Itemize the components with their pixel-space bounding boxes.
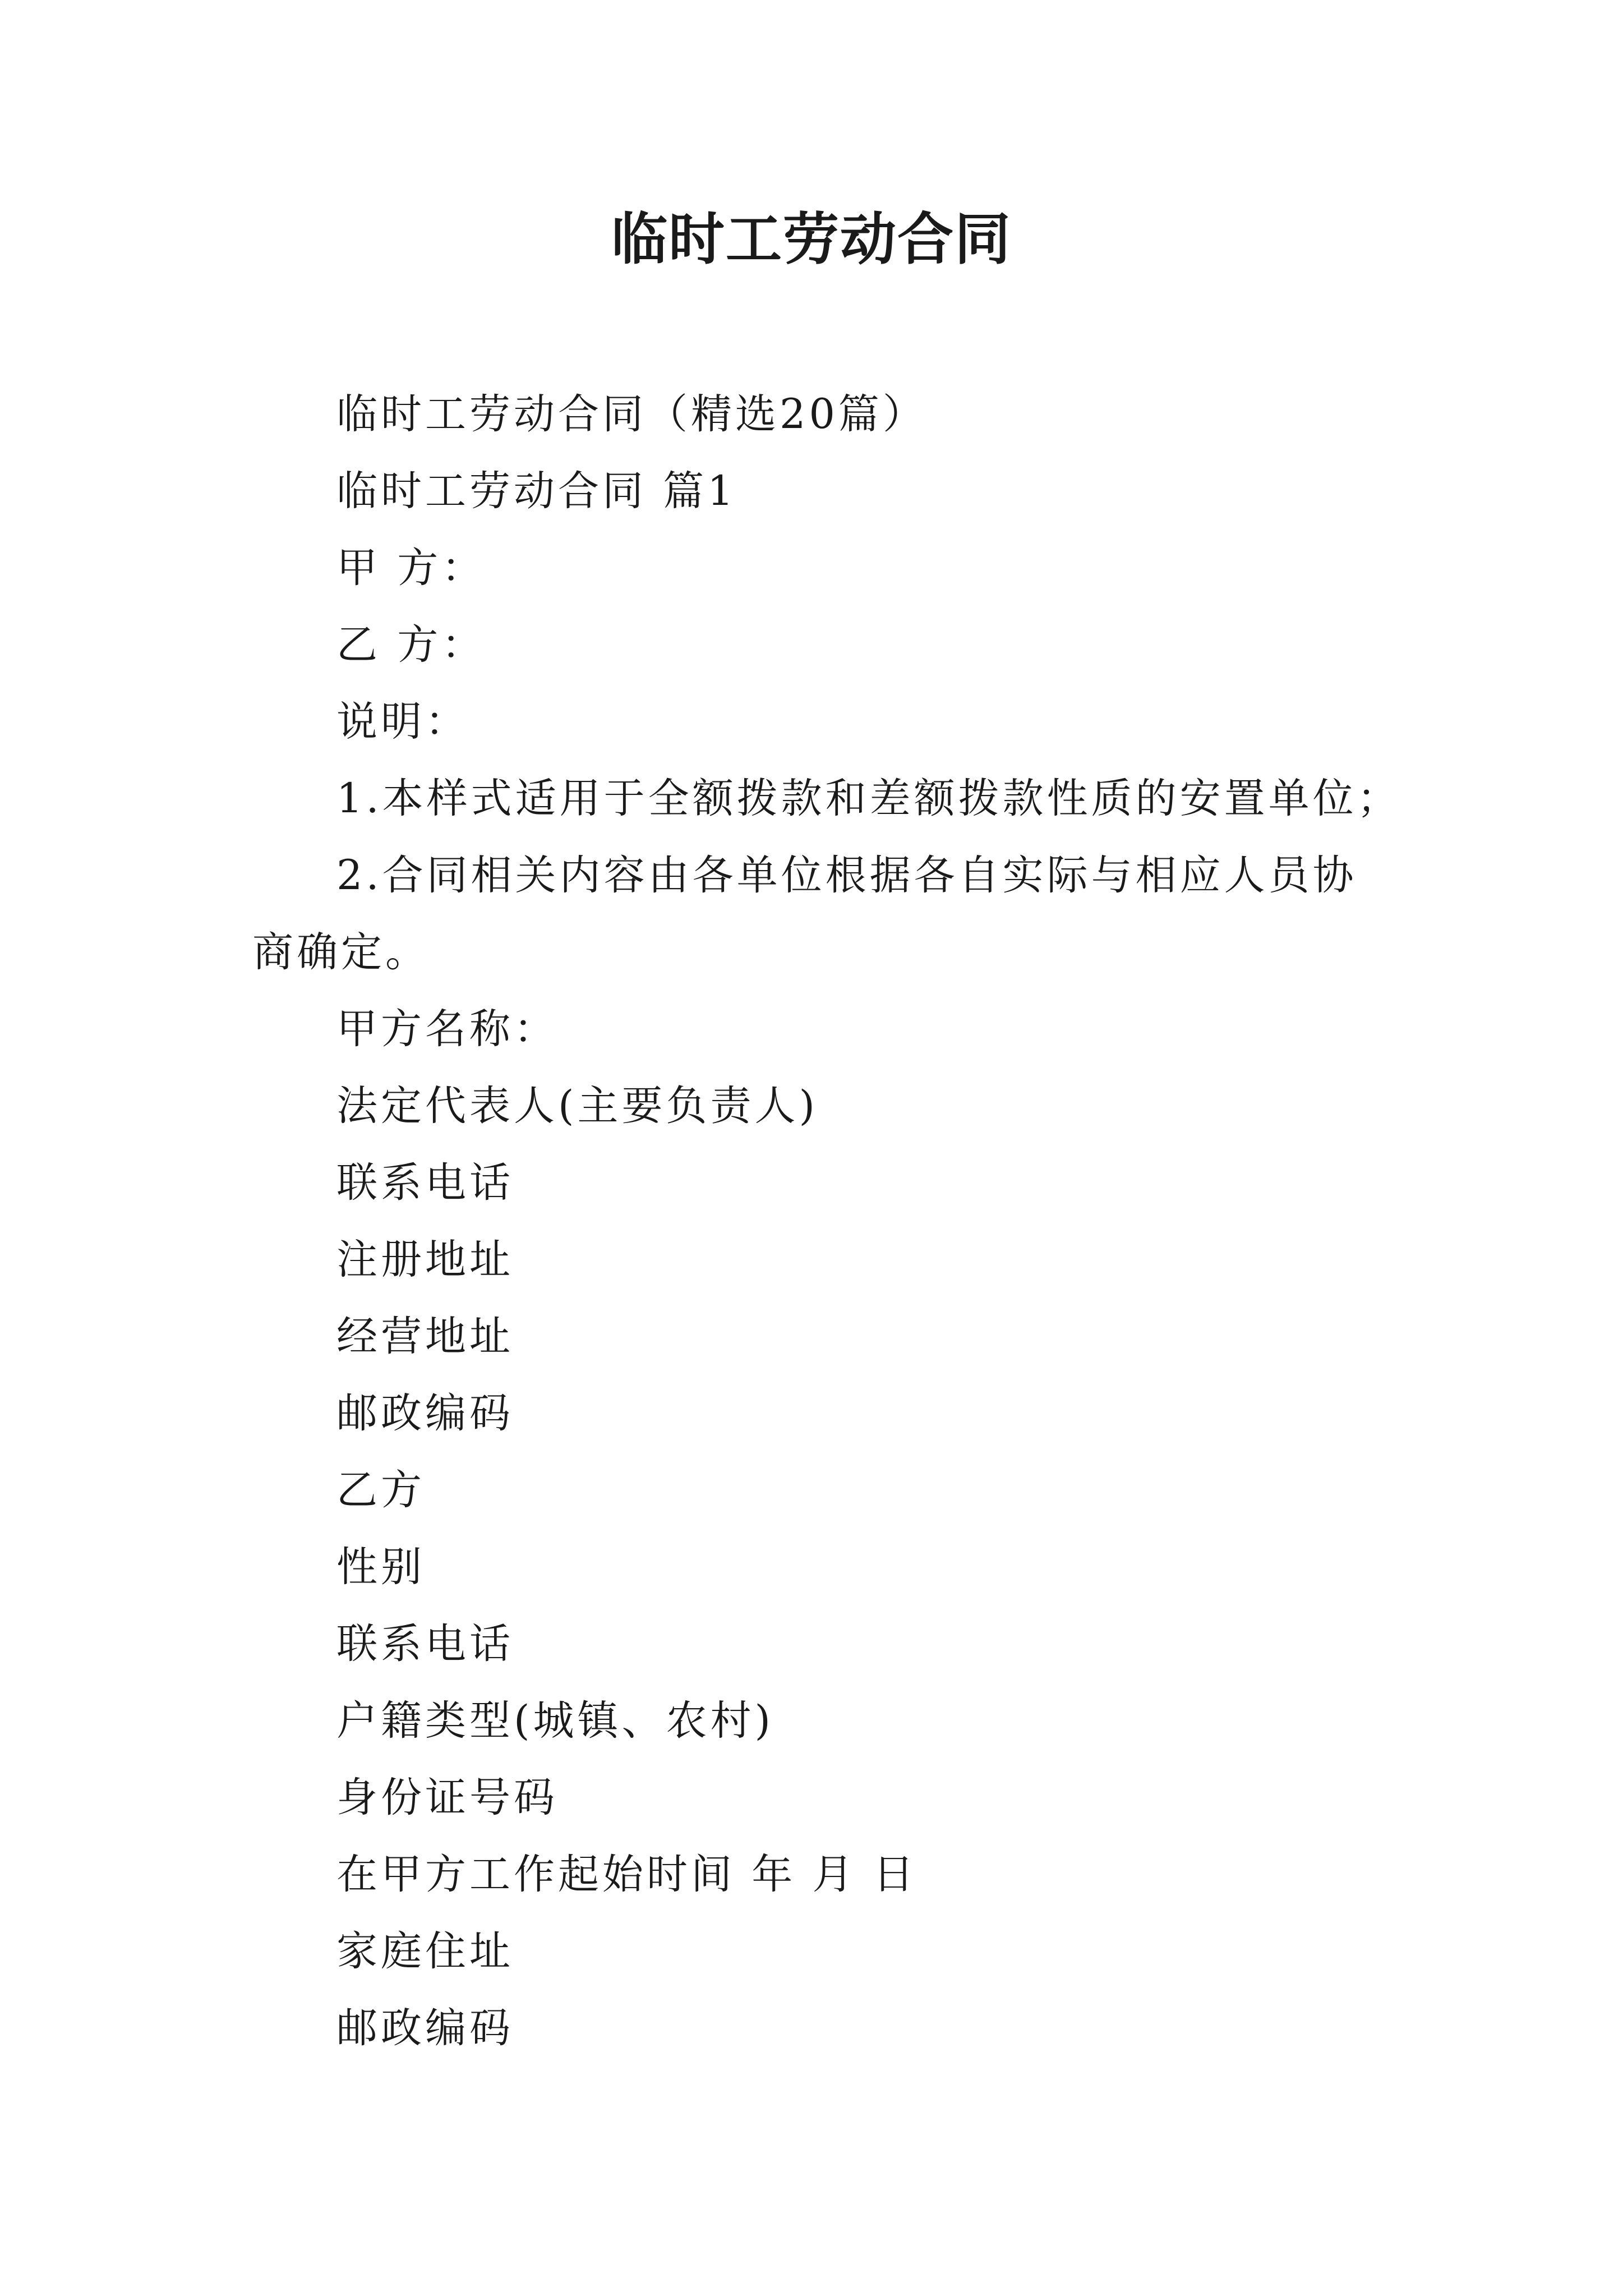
party-a-name-field: 甲方名称： [336,1005,558,1053]
document-title: 临时工劳动合同 [611,206,1012,272]
subtitle-line: 临时工劳动合同（精选20篇） [336,390,927,438]
id-number-field: 身份证号码 [336,1774,558,1821]
household-type-field: 户籍类型(城镇、农村) [336,1697,774,1745]
party-b-phone-field: 联系电话 [336,1620,514,1668]
legal-representative-field: 法定代表人(主要负责人) [336,1082,818,1130]
start-date-field: 在甲方工作起始时间 年 月 日 [336,1851,917,1898]
party-b-postcode-field: 邮政编码 [336,2004,514,2052]
section-heading: 临时工劳动合同 篇1 [336,467,737,515]
party-a-line: 甲 方： [336,544,486,592]
party-b-line: 乙 方： [336,621,486,669]
home-address-field: 家庭住址 [336,1927,514,1975]
document-body [252,376,1401,2067]
registered-address-field: 注册地址 [336,1236,514,1283]
note-item-1: 1.本样式适用于全额拨款和差额拨款性质的安置单位； [336,775,1401,822]
note-item-2: 2.合同相关内容由各单位根据各自实际与相应人员协 [336,852,1357,899]
note-item-2-continued: 商确定。 [252,928,430,976]
business-address-field: 经营地址 [336,1313,514,1360]
note-heading: 说明： [336,698,469,746]
party-a-postcode-field: 邮政编码 [336,1389,514,1437]
party-a-phone-field: 联系电话 [336,1159,514,1207]
party-b-heading: 乙方 [336,1466,425,1514]
gender-field: 性别 [336,1543,425,1591]
